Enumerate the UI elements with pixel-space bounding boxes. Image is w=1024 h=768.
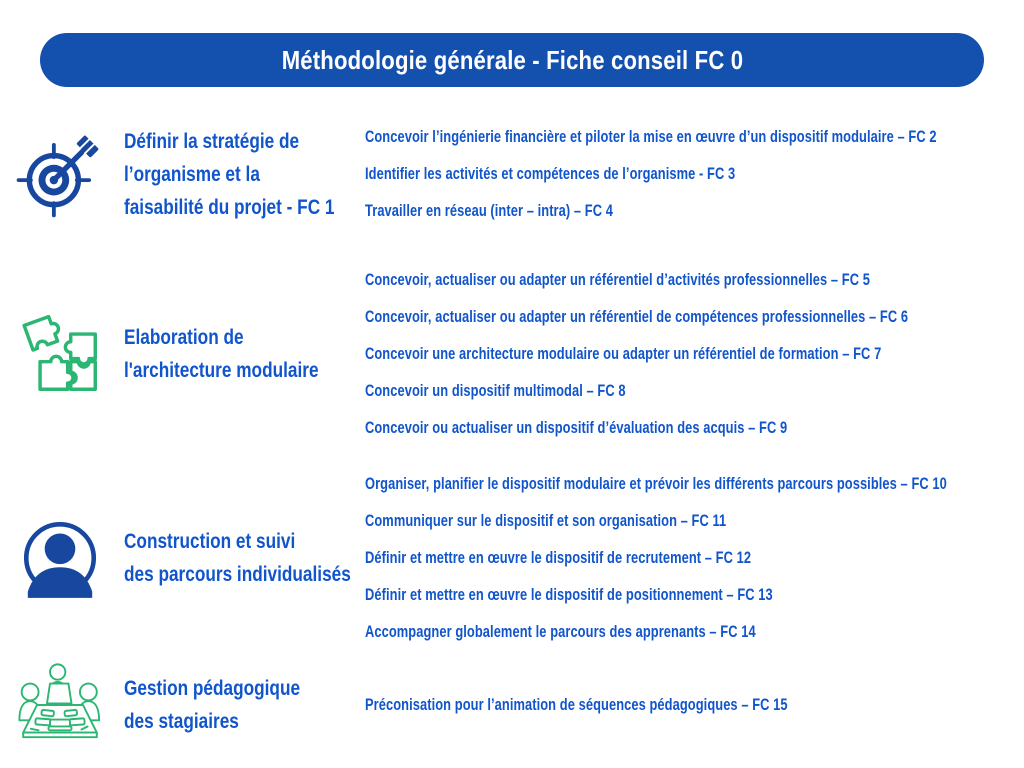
fiche-item-text: Concevoir ou actualiser un dispositif d’évaluation des acquis – FC 9 <box>365 418 788 437</box>
fiche-item-text: Communiquer sur le dispositif et son organisation – FC 11 <box>365 511 727 530</box>
section-items <box>365 687 907 724</box>
section-title-line: Gestion pédagogique <box>124 677 301 700</box>
fiche-item <box>365 466 1024 503</box>
fiche-item-text: Concevoir une architecture modulaire ou adapter un référentiel de formation – FC 7 <box>365 344 882 363</box>
section-icon-box <box>14 304 106 404</box>
fiche-item <box>365 336 1024 373</box>
section-title-line: Construction et suivi <box>124 530 296 553</box>
section-title-line: Elaboration de <box>124 326 244 349</box>
fiche-item-text: Organiser, planifier le dispositif modulaire et prévoir les différents parcours possibles – FC 10 <box>365 474 947 493</box>
page-title: Méthodologie générale - Fiche conseil FC 0 <box>281 44 743 75</box>
section-items <box>365 466 1024 651</box>
puzzle-icon <box>14 308 106 400</box>
fiche-item <box>365 373 1024 410</box>
person-circle-icon <box>14 512 106 604</box>
section-title <box>124 321 365 387</box>
section-icon-box <box>14 508 106 608</box>
fiche-item-text: Concevoir, actualiser ou adapter un référentiel de compétences professionnelles – FC 6 <box>365 307 909 326</box>
section-title-line: l'architecture modulaire <box>124 359 319 382</box>
section-title <box>124 125 365 224</box>
fiche-item-text: Concevoir un dispositif multimodal – FC 8 <box>365 381 626 400</box>
fiche-item-text: Concevoir l’ingénierie financière et piloter la mise en œuvre d’un dispositif modulaire – FC 2 <box>365 127 937 146</box>
fiche-item-text: Définir et mettre en œuvre le dispositif de positionnement – FC 13 <box>365 585 773 604</box>
fiche-item-text: Travailler en réseau (inter – intra) – FC 4 <box>365 201 613 220</box>
fiche-item-text: Accompagner globalement le parcours des apprenants – FC 14 <box>365 622 756 641</box>
methodology-section <box>14 264 1018 444</box>
fiche-item-text: Préconisation pour l’animation de séquences pédagogiques – FC 15 <box>365 695 788 714</box>
fiche-item <box>365 577 1024 614</box>
section-items <box>365 119 1024 230</box>
section-title-line: des parcours individualisés <box>124 563 351 586</box>
section-items <box>365 262 1024 447</box>
fiche-item <box>365 503 1024 540</box>
methodology-section <box>14 118 1018 230</box>
fiche-item <box>365 687 907 724</box>
fiche-item <box>365 410 1024 447</box>
header-banner <box>40 33 984 87</box>
fiche-item-text: Définir et mettre en œuvre le dispositif de recrutement – FC 12 <box>365 548 752 567</box>
section-icon-box <box>14 124 106 224</box>
methodology-section <box>14 650 1018 760</box>
section-title <box>124 672 365 738</box>
fiche-item <box>365 156 1024 193</box>
section-icon-box <box>14 655 106 755</box>
methodology-section <box>14 470 1018 646</box>
section-title-line: l’organisme et la <box>124 162 260 186</box>
section-title-line: des stagiaires <box>124 710 239 733</box>
section-title-line: Définir la stratégie de <box>124 129 300 153</box>
fiche-item-text: Identifier les activités et compétences de l’organisme - FC 3 <box>365 164 736 183</box>
fiche-item <box>365 262 1024 299</box>
fiche-item <box>365 119 1024 156</box>
fiche-item <box>365 193 1024 230</box>
fiche-item <box>365 614 1024 651</box>
fiche-item <box>365 540 1024 577</box>
fiche-item <box>365 299 1024 336</box>
target-dart-icon <box>14 128 106 220</box>
fiche-item-text: Concevoir, actualiser ou adapter un référentiel d’activités professionnelles – FC 5 <box>365 270 871 289</box>
section-title-line: faisabilité du projet - FC 1 <box>124 195 335 219</box>
section-title <box>124 525 365 591</box>
meeting-table-icon <box>14 658 106 752</box>
